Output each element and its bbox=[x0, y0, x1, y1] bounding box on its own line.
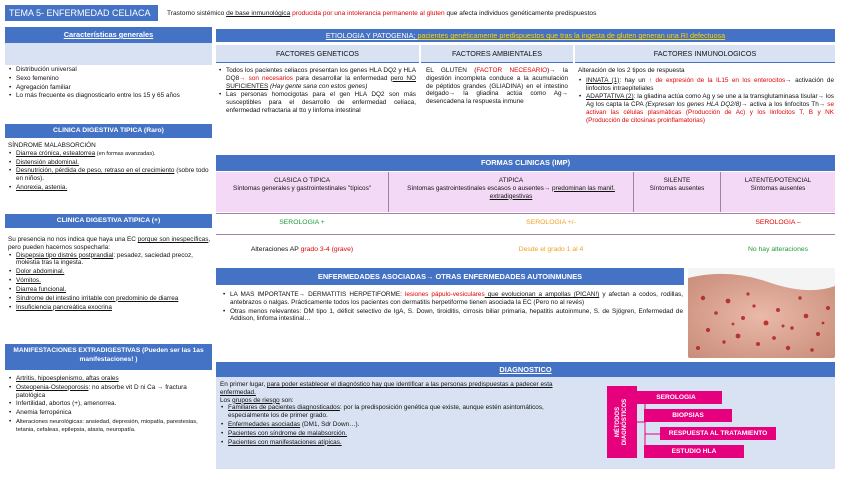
list-item: • Agregación familiar bbox=[8, 84, 208, 92]
caracteristicas-box bbox=[5, 43, 212, 65]
list-item: • Otras menos relevantes: DM tipo 1, déficit selectivo de IgA, S. Down, tiroiditis, cirrosis biliar primaria, hepatitis autoinmune, S. de Sjögren, Enfermedad de Addison, linfoma intestinal… bbox=[222, 308, 683, 324]
list-item: • Insuficiencia pancreática exocrina bbox=[8, 304, 211, 312]
list-item: • Sexo femenino bbox=[8, 75, 208, 83]
sero-clasica: SEROLOGIA + bbox=[279, 219, 325, 226]
diagnostico-header: DIAGNOSTICO bbox=[216, 362, 835, 377]
forma-clasica: CLASICA O TIPICA Síntomas generales y gastrointestinales "típicos" bbox=[232, 177, 372, 192]
list-item: • Infertilidad, abortos (+), amenorrea. bbox=[8, 400, 210, 408]
list-item: • Distensión abdominal. bbox=[8, 159, 210, 167]
metodos-box: MÉTODOS DIAGNÓSTICOS bbox=[607, 386, 637, 458]
tipica-body: SÍNDROME MALABSORCIÓN • Diarrea crónica, esteatorrea (en formas avanzadas). • Distensión abdominal. • Desnutrición, pérdida de peso, retraso en el crecimiento (sobre todo en niños). • Anorexia, astenia. bbox=[8, 142, 210, 193]
list-item: • Artritis, hipoesplenismo, aftas orales bbox=[8, 375, 210, 383]
alt-atipica: Desde el grado 1 al 4 bbox=[518, 246, 584, 253]
sero-atipica: SEROLOGIA +/- bbox=[526, 219, 576, 226]
list-item: • INNATA (1): hay un ↑ de expresión de la IL15 en los enterocitos→ activación de linfocitos intraepiteliales bbox=[578, 77, 834, 93]
geneticos-header: FACTORES GENETICOS bbox=[216, 45, 419, 63]
list-item: • Lo más frecuente es diagnosticarlo entre los 15 y 65 años bbox=[8, 92, 208, 100]
respuesta-tratamiento-box: RESPUESTA AL TRATAMIENTO bbox=[660, 427, 776, 440]
list-item: • Todos los pacientes celiacos presentan los genes HLA DQ2 y HLA DQ8→ son necesarios para desarrollar la enfermedad pero NO SUFICIENTES (Hay gente sana con estos genes) bbox=[218, 67, 416, 90]
dermatitis-photo bbox=[688, 268, 835, 358]
list-item: • Anorexia, astenia. bbox=[8, 184, 210, 192]
sero-latente: SEROLOGIA – bbox=[755, 219, 801, 226]
biopsias-box: BIOPSIAS bbox=[644, 409, 732, 422]
list-item: • Dispepsia tipo distrés postprandial: pesadez, saciedad precoz, molestia tras la ingesta. bbox=[8, 252, 211, 268]
list-item: • Familiares de pacientes diagnosticados: por la predisposición genética que existe, aunque estén asintomáticos, especialmente los de primer grado. bbox=[220, 404, 560, 420]
list-item: • Síndrome del intestino irritable con predominio de diarrea bbox=[8, 295, 211, 303]
list-item: • Pacientes con manifestaciones atípicas. bbox=[220, 439, 560, 447]
atipica-body: Su presencia no nos indica que haya una EC porque son inespecíficas, pero pueden hacernos sospecharla: • Dispepsia tipo distrés postprandial: pesadez, saciedad precoz, molestia tras la ingesta. • Dolor abdominal. • Vómitos. • Diarrea funcional. • Síndrome del intestino irritable con predominio de diarrea • Insuficiencia pancreática exocrina bbox=[8, 236, 211, 312]
list-item: • Alteraciones neurológicas: ansiedad, depresión, miopatía, parestesias, tetania, cefaleas, epilepsia, ataxia, neuropatía. bbox=[8, 418, 210, 434]
geneticos-list bbox=[218, 67, 416, 116]
list-item: • Distribución universal bbox=[8, 66, 208, 74]
list-item: • Desnutrición, pérdida de peso, retraso en el crecimiento (sobre todo en niños). bbox=[8, 167, 210, 183]
list-item: • ADAPTATIVA (2): la gliadina actúa como Ag y se une a la transglutaminasa tisular→ los Ag los capta la CPA (Expresan los genes HLA DQ2/8)→ activa a los linfocitos Th→ se activan las células plasmáticas (Producción de Ac) y los linfocitos T, B y NK (Producción de citosinas proinflamatorias) bbox=[578, 93, 834, 124]
extra-list bbox=[8, 375, 210, 435]
serologia-box: SEROLOGIA bbox=[630, 391, 722, 404]
list-item: • Las personas homocigotas para el gen HLA DQ2 son más susceptibles para el desarrollo de enfermedad celíaca, enfermedad refractaria al tto y linfoma intestinal bbox=[218, 91, 416, 114]
tipica-header: CLINICA DIGESTIVA TIPICA (Raro) bbox=[5, 124, 212, 138]
diagnostico-text: En primer lugar, para poder establecer el diagnóstico hay que identificar a las personas predispuestas a padecer esta enfermedad. Los grupos de riesgo son: • Familiares de pacientes diagnosticados: por la predisposición genética que existe, aunque estén asintomáticos, especialmente los de primer grado. • Enfermedades asociadas (DM1, Sdr Down…). • Pacientes con síndrome de malabsorción. • Pacientes con manifestaciones atípicas. bbox=[220, 381, 560, 448]
list-item: • Vómitos. bbox=[8, 277, 211, 285]
estudio-hla-box: ESTUDIO HLA bbox=[644, 445, 744, 458]
forma-silente: SILENTE Síntomas ausentes bbox=[649, 177, 705, 192]
atipica-header: CLINICA DIGESTIVA ATIPICA (+) bbox=[5, 214, 212, 228]
caracteristicas-header: Características generales bbox=[5, 27, 212, 43]
list-item: • LA MAS IMPORTANTE→ DERMATITIS HERPETIFORME: lesiones pápulo-vesiculares que evolucionan a ampollas (PICAN!) y afectan a codos, rodillas, antebrazos o nalgas. Prácticamente todos los pacientes con dermatitis herpetiforme tienen asociada la EC (Pero no al revés) bbox=[222, 291, 683, 307]
page-title: TEMA 5- ENFERMEDAD CELIACA bbox=[5, 5, 158, 21]
ambientales-text: EL GLUTEN (FACTOR NECESARIO)→ la digestión incompleta conduce a la acumulación de péptidos grandes (GLIADINA) en el intestino delgado→ la gliadina actúa como Ag→ desencadena la respuesta inmune bbox=[426, 67, 568, 106]
list-item: • Diarrea funcional. bbox=[8, 286, 211, 294]
intro-text: Trastorno sistémico de base inmunológica producida por una intolerancia permanente al gluten que afecta individuos genéticamente predispuestos bbox=[167, 10, 597, 17]
ambientales-header: FACTORES AMBIENTALES bbox=[421, 45, 573, 63]
alt-latente: No hay alteraciones bbox=[747, 246, 809, 253]
extra-header: MANIFESTACIONES EXTRADIGESTIVAS (Pueden ser las 1as manifestaciones! ) bbox=[5, 344, 212, 370]
list-item: • Dolor abdominal. bbox=[8, 268, 211, 276]
inmunologicos-text: Alteración de los 2 tipos de respuesta • INNATA (1): hay un ↑ de expresión de la IL15 en los enterocitos→ activación de linfocitos intraepiteliales • ADAPTATIVA (2): la gliadina actúa como Ag y se une a la transglutaminasa tisular→ los Ag los capta la CPA (Expresan los genes HLA DQ2/8)→ activa a los linfocitos Th→ se activan las células plasmáticas (Producción de Ac) y los linfocitos T, B y NK (Producción de citosinas proinflamatorias) bbox=[578, 67, 834, 126]
alt-clasica: Alteraciones AP grado 3-4 (grave) bbox=[250, 246, 354, 253]
forma-latente: LATENTE/POTENCIAL Síntomas ausentes bbox=[744, 177, 812, 192]
list-item: • Osteopenia-Osteoporosis: no absorbe vit D ni Ca → fractura patológica bbox=[8, 384, 210, 400]
etiologia-header: ETIOLOGIA Y PATOGENIA; pacientes genéticamente predispuestos que tras la ingesta de gluten generan una RI defectuosa bbox=[216, 29, 835, 42]
formas-header: FORMAS CLINICAS (IMP) bbox=[216, 155, 835, 171]
list-item: • Pacientes con síndrome de malabsorción. bbox=[220, 430, 560, 438]
asociadas-header: ENFERMEDADES ASOCIADAS→ OTRAS ENFERMEDADES AUTOINMUNES bbox=[216, 268, 684, 285]
list-item: • Diarrea crónica, esteatorrea (en formas avanzadas). bbox=[8, 150, 210, 158]
list-item: • Anemia ferropénica bbox=[8, 409, 210, 417]
list-item: • Enfermedades asociadas (DM1, Sdr Down…). bbox=[220, 421, 560, 429]
caracteristicas-list bbox=[8, 66, 208, 101]
inmunologicos-header: FACTORES INMUNOLOGICOS bbox=[575, 45, 835, 63]
asociadas-list bbox=[222, 291, 683, 324]
forma-atipica: ATIPICA Síntomas gastrointestinales escasos o ausentes→ predominan las manif. extradigestivas bbox=[407, 177, 615, 200]
